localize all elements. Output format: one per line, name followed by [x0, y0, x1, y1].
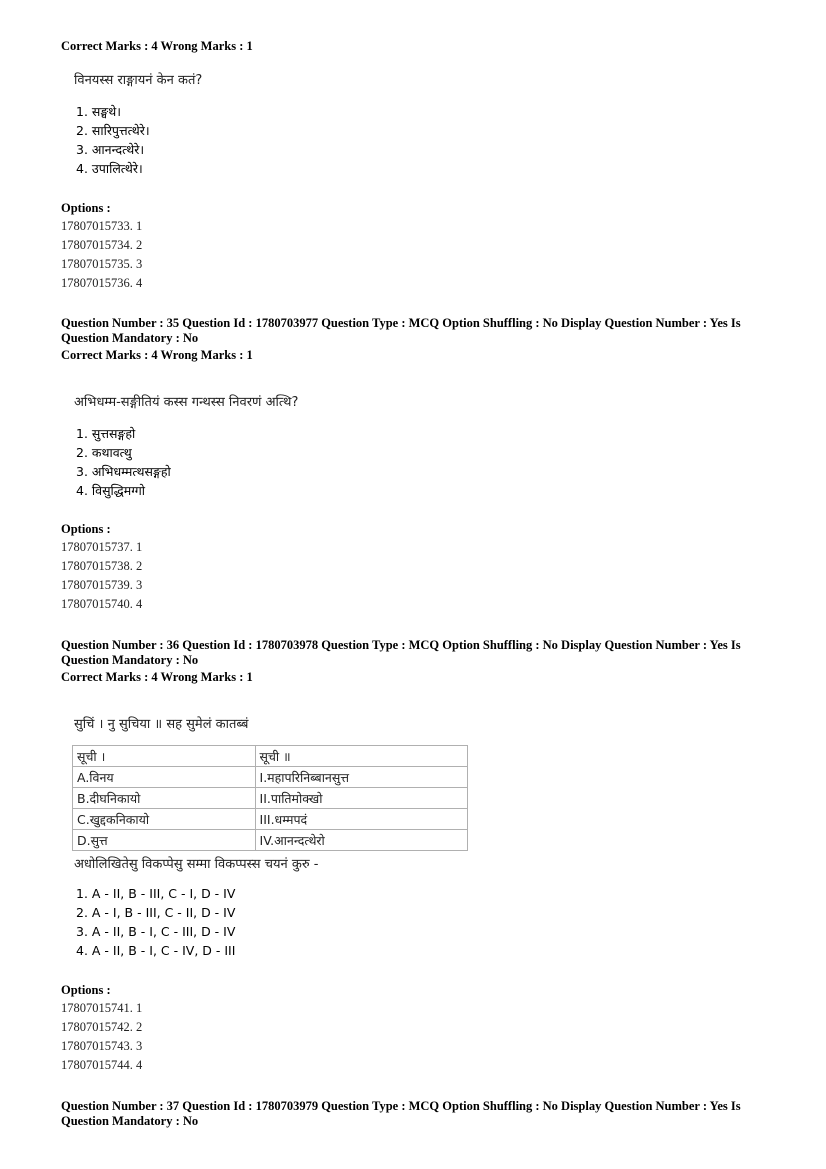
q36-question-text: सुचिं । नु सुचिया ॥ सह सुमेलं कातब्बं — [74, 717, 249, 732]
q36-match-table — [72, 745, 468, 851]
table-row — [73, 767, 468, 788]
q35-choice-1: 1. सुत्तसङ्गहो — [76, 426, 136, 441]
q36-option-id-2: 17807015742. 2 — [61, 1020, 143, 1034]
table-cell: B.दीघनिकायो — [73, 788, 256, 809]
q34-options-label: Options : — [61, 201, 111, 215]
q37-header-line1: Question Number : 37 Question Id : 1780703979 Question Type : MCQ Option Shuffling : No Display Question Number : Yes Is — [61, 1099, 741, 1113]
q34-question-text: विनयस्स राङ्गायनं केन कतं? — [74, 73, 203, 88]
q35-options-label: Options : — [61, 522, 111, 536]
q34-choice-1: 1. सङ्घथे। — [76, 104, 121, 119]
table-header-row — [73, 746, 468, 767]
q35-choice-3: 3. अभिधम्मत्थसङ्गहो — [76, 464, 171, 479]
q35-question-text: अभिधम्म-सङ्गीतियं कस्स गन्थस्स निवरणं अत्थि? — [74, 395, 299, 410]
q35-option-id-3: 17807015739. 3 — [61, 578, 143, 592]
table-header-cell: सूची । — [73, 746, 256, 767]
q34-option-id-1: 17807015733. 1 — [61, 219, 143, 233]
q35-header-line1: Question Number : 35 Question Id : 1780703977 Question Type : MCQ Option Shuffling : No Display Question Number : Yes Is — [61, 316, 741, 330]
q36-option-id-4: 17807015744. 4 — [61, 1058, 143, 1072]
q35-option-id-2: 17807015738. 2 — [61, 559, 143, 573]
table-row — [73, 830, 468, 851]
q36-header-line2: Question Mandatory : No — [61, 653, 199, 667]
q35-option-ids — [61, 538, 142, 614]
q35-option-id-1: 17807015737. 1 — [61, 540, 143, 554]
q34-choice-list — [76, 102, 150, 178]
q35-marks: Correct Marks : 4 Wrong Marks : 1 — [61, 348, 253, 362]
q36-option-id-3: 17807015743. 3 — [61, 1039, 143, 1053]
q35-option-id-4: 17807015740. 4 — [61, 597, 143, 611]
q34-option-id-2: 17807015734. 2 — [61, 238, 143, 252]
q36-choice-list — [76, 884, 235, 960]
table-cell: I.महापरिनिब्बानसुत्त — [255, 767, 467, 788]
q36-option-id-1: 17807015741. 1 — [61, 1001, 143, 1015]
q36-choice-3: 3. A - II, B - I, C - III, D - IV — [76, 924, 236, 939]
q35-choice-list — [76, 424, 171, 500]
q37-header-line2: Question Mandatory : No — [61, 1114, 199, 1128]
q36-option-ids — [61, 999, 142, 1075]
table-row — [73, 809, 468, 830]
q35-header-line2: Question Mandatory : No — [61, 331, 199, 345]
q36-options-label: Options : — [61, 983, 111, 997]
table-cell: II.पातिमोक्खो — [255, 788, 467, 809]
q36-choice-4: 4. A - II, B - I, C - IV, D - III — [76, 943, 236, 958]
table-row — [73, 788, 468, 809]
table-cell: A.विनय — [73, 767, 256, 788]
q34-option-ids — [61, 217, 142, 293]
table-cell: D.सुत्त — [73, 830, 256, 851]
table-cell: C.खुद्दकनिकायो — [73, 809, 256, 830]
q35-choice-2: 2. कथावत्थु — [76, 445, 132, 460]
q34-option-id-4: 17807015736. 4 — [61, 276, 143, 290]
table-cell: IV.आनन्दत्थेरो — [255, 830, 467, 851]
q36-header-line1: Question Number : 36 Question Id : 1780703978 Question Type : MCQ Option Shuffling : No Display Question Number : Yes Is — [61, 638, 741, 652]
q34-choice-2: 2. सारिपुत्तत्थेरे। — [76, 123, 150, 138]
table-header-cell: सूची ॥ — [255, 746, 467, 767]
q36-choice-2: 2. A - I, B - III, C - II, D - IV — [76, 905, 236, 920]
q34-choice-3: 3. आनन्दत्थेरे। — [76, 142, 145, 157]
q36-instruction: अधोलिखितेसु विकप्पेसु सम्मा विकप्पस्स चयनं कुरु - — [74, 857, 319, 872]
q34-option-id-3: 17807015735. 3 — [61, 257, 143, 271]
q36-choice-1: 1. A - II, B - III, C - I, D - IV — [76, 886, 236, 901]
q34-choice-4: 4. उपालित्थेरे। — [76, 161, 143, 176]
q35-choice-4: 4. विसुद्धिमग्गो — [76, 483, 146, 498]
q34-marks: Correct Marks : 4 Wrong Marks : 1 — [61, 39, 253, 53]
table-cell: III.धम्मपदं — [255, 809, 467, 830]
q36-marks: Correct Marks : 4 Wrong Marks : 1 — [61, 670, 253, 684]
